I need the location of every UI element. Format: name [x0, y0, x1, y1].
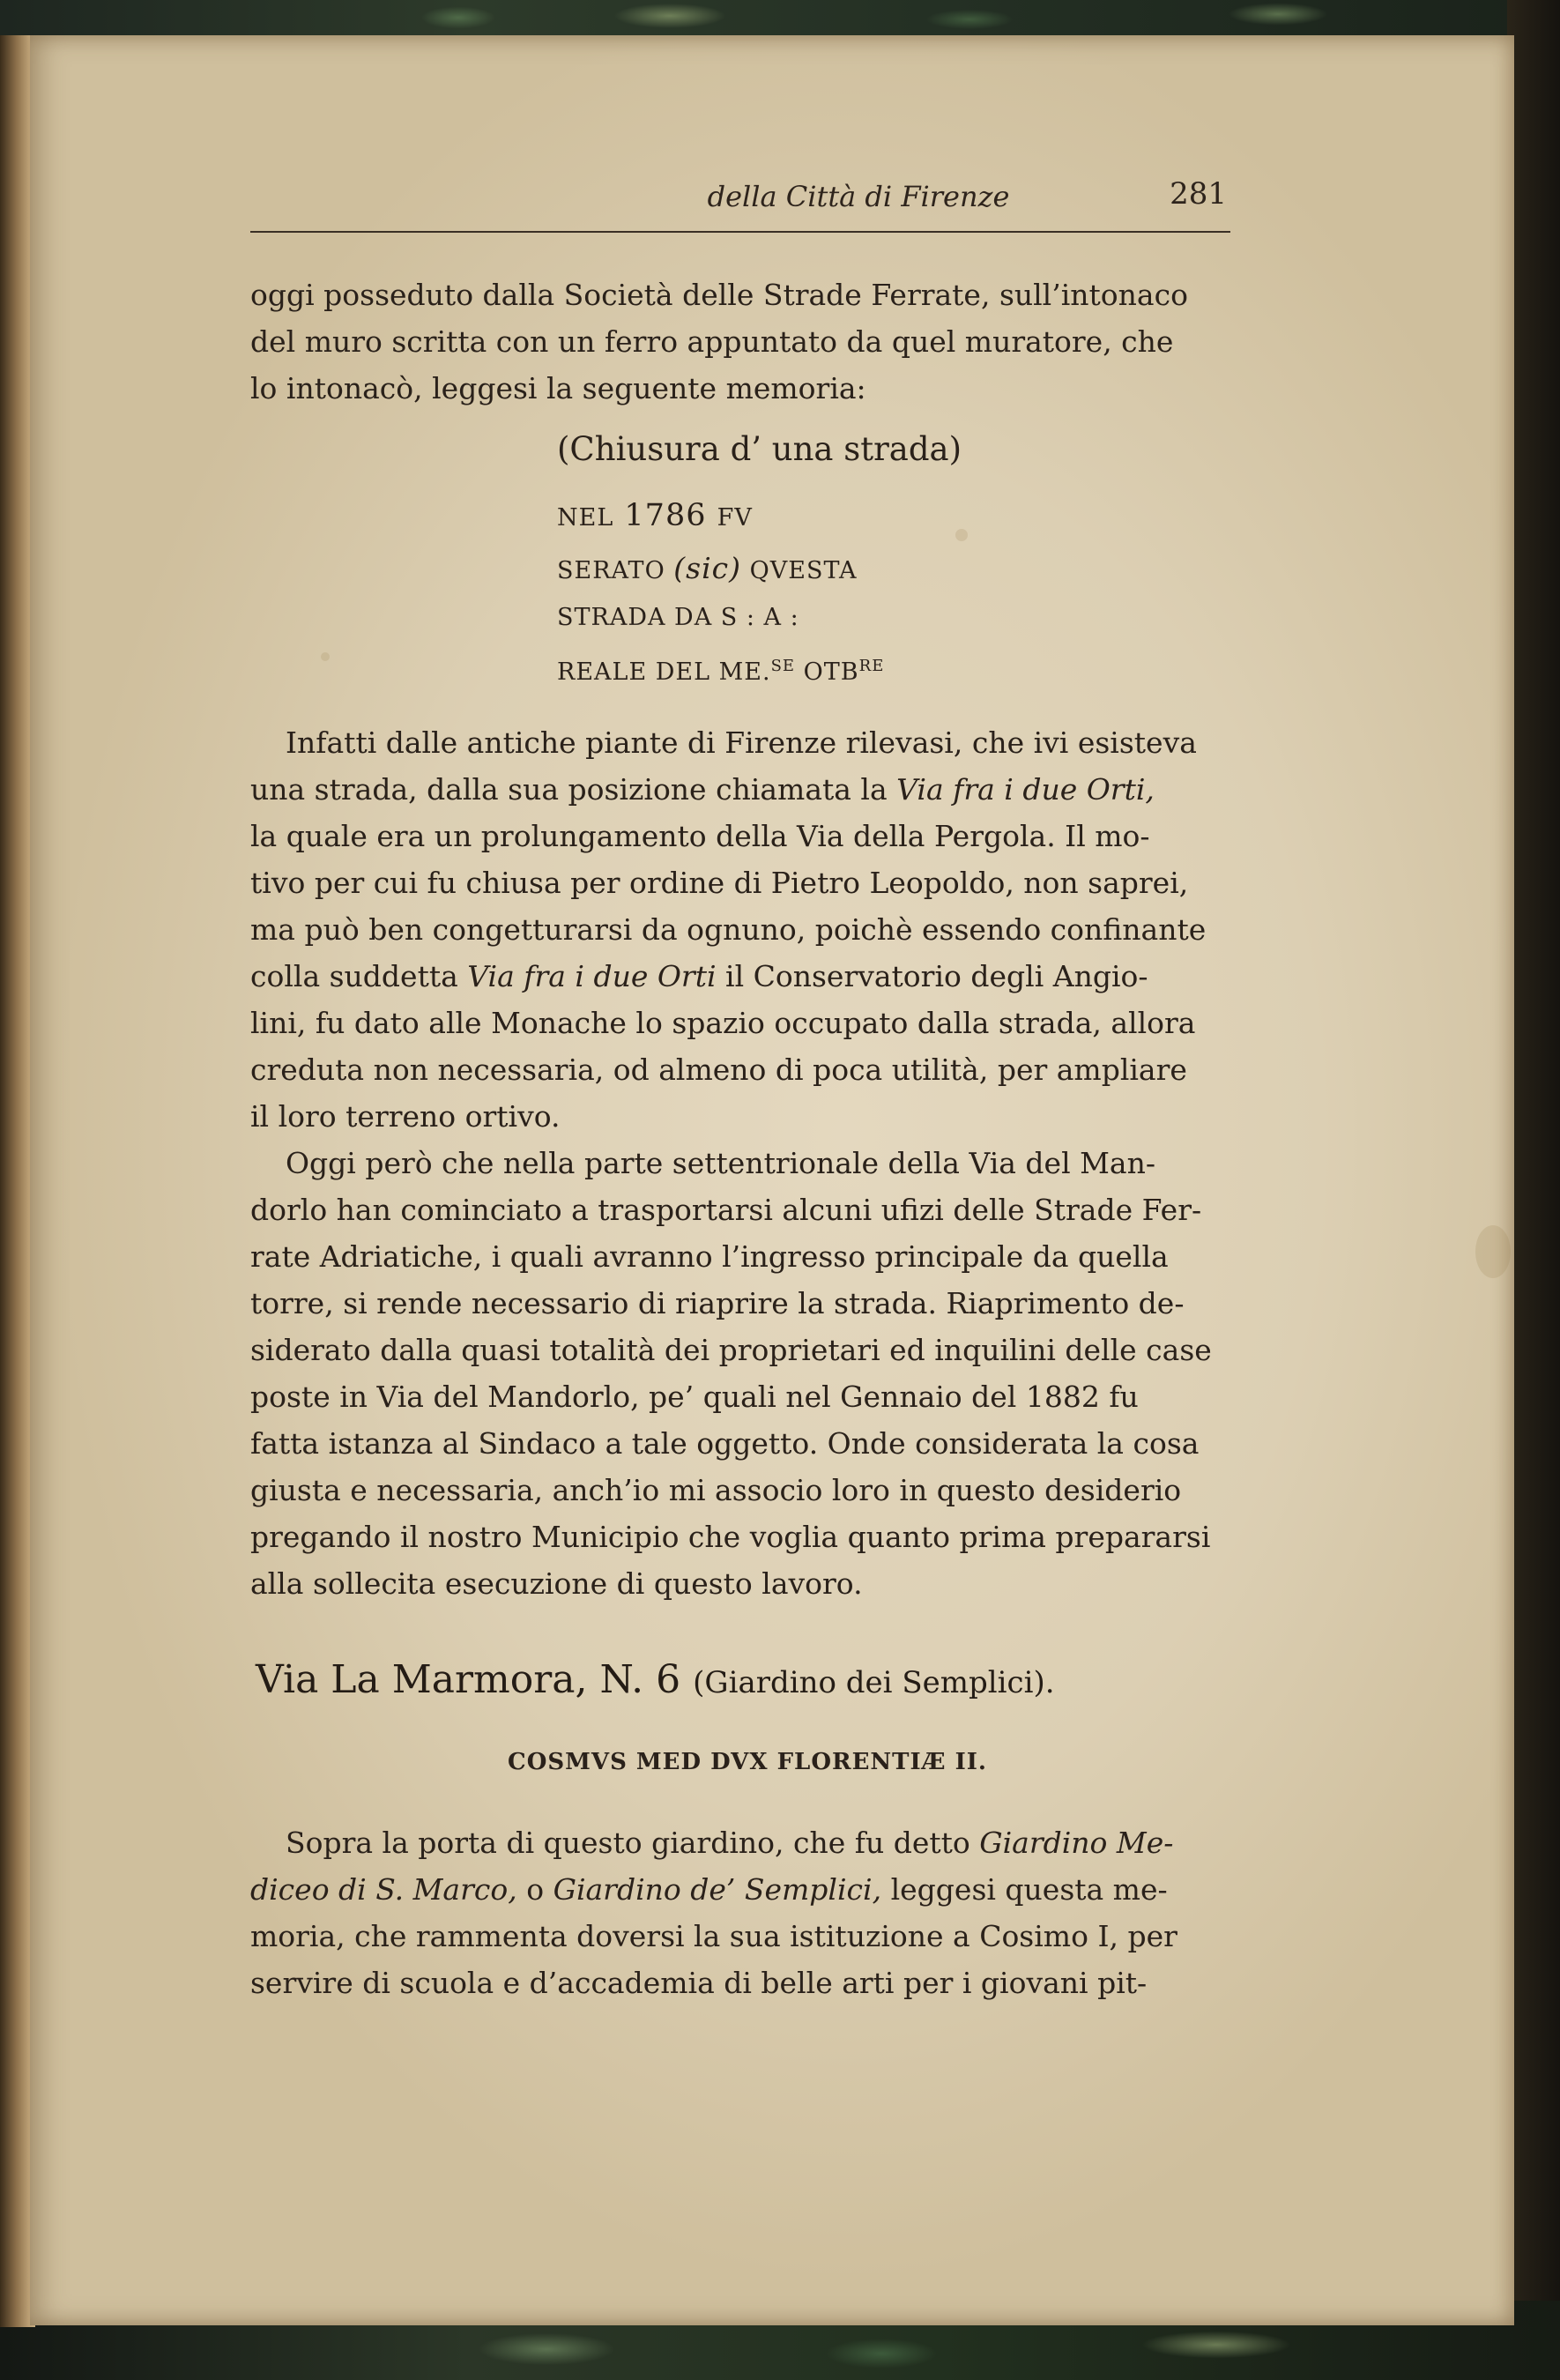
text-line: fatta istanza al Sindaco a tale oggetto. Onde considerata la cosa — [250, 1426, 1200, 1461]
text-line: la quale era un prolungamento della Via della Pergola. Il mo- — [250, 819, 1150, 853]
text-line: servire di scuola e d’accademia di belle arti per i giovani pit- — [250, 1966, 1148, 2000]
inscription-line — [557, 498, 1051, 533]
text-line: Oggi però che nella parte settentrionale della Via del Man- — [286, 1146, 1155, 1180]
section-subtitle: (Giardino dei Semplici). — [693, 1665, 1055, 1700]
italic-place-name: Via fra i due Orti, — [896, 772, 1155, 807]
inscription-superscript: SE — [770, 657, 796, 675]
text-span: colla suddetta — [250, 959, 458, 993]
paragraph-sopra — [250, 1819, 1241, 2006]
text-line: ma può ben congetturarsi da ognuno, poichè essendo confinante — [250, 912, 1207, 947]
italic-place-name: Giardino de’ Semplici, — [553, 1872, 882, 1907]
text-line: del muro scritta con un ferro appuntato da quel muratore, che — [250, 324, 1174, 359]
text-line: poste in Via del Mandorlo, pe’ quali nel Gennaio del 1882 fu — [250, 1380, 1139, 1414]
text-line: dorlo han cominciato a trasportarsi alcuni ufizi delle Strade Fer- — [250, 1193, 1202, 1227]
motto-inscription: COSMVS MED DVX FLORENTIÆ II. — [508, 1749, 987, 1775]
paragraph-infatti — [250, 719, 1241, 1140]
text-line — [250, 953, 1241, 1000]
section-title: Via La Marmora, N. 6 — [256, 1657, 681, 1702]
text-span: il Conservatorio degli Angio- — [725, 959, 1148, 993]
text-span: o — [526, 1872, 545, 1907]
text-line: oggi posseduto dalla Società delle Strade Ferrate, sull’intonaco — [250, 278, 1188, 312]
text-line: pregando il nostro Municipio che voglia quanto prima prepararsi — [250, 1520, 1211, 1554]
text-line: il loro terreno ortivo. — [250, 1099, 561, 1134]
inscription-line: STRADA DA S : A : — [557, 604, 799, 631]
running-head: della Città di Firenze — [707, 180, 1010, 213]
paragraph-continued — [250, 271, 1241, 412]
text-line: lo intonacò, leggesi la seguente memoria: — [250, 371, 866, 405]
text-line — [250, 766, 1241, 813]
text-line: moria, che rammenta doversi la sua istituzione a Cosimo I, per — [250, 1919, 1177, 1953]
paragraph-oggi — [250, 1140, 1241, 1607]
inscription-block — [557, 430, 1051, 710]
header-rule — [250, 231, 1230, 233]
book-cover-right-edge — [1507, 0, 1560, 2380]
text-line — [250, 1819, 1241, 1866]
text-span: una strada, dalla sua posizione chiamata la — [250, 772, 888, 807]
inscription-superscript: RE — [858, 657, 885, 675]
inscription-word: QVESTA — [749, 557, 858, 584]
section-heading — [256, 1657, 1243, 1702]
italic-place-name: diceo di S. Marco, — [250, 1872, 517, 1907]
text-line: torre, si rende necessario di riaprire la strada. Riaprimento de- — [250, 1286, 1185, 1320]
page-number: 281 — [1170, 176, 1227, 212]
text-line — [250, 1866, 1241, 1913]
text-line: siderato dalla quasi totalità dei proprietari ed inquilini delle case — [250, 1333, 1212, 1367]
inscription-word: REALE DEL ME. — [557, 658, 771, 686]
inscription-line — [557, 657, 1051, 686]
text-span: Sopra la porta di questo giardino, che fu detto — [286, 1826, 970, 1860]
text-line: Infatti dalle antiche piante di Firenze rilevasi, che ivi esisteva — [286, 725, 1197, 760]
inscription-word: OTB — [803, 658, 859, 686]
text-line: alla sollecita esecuzione di questo lavoro. — [250, 1566, 863, 1601]
inscription-sic: (sic) — [673, 551, 742, 585]
text-line: creduta non necessaria, od almeno di poca utilità, per ampliare — [250, 1052, 1187, 1087]
page-spot — [1475, 1225, 1511, 1278]
page-spot — [321, 652, 330, 661]
inscription-word: FV — [717, 504, 753, 532]
italic-place-name: Giardino Me- — [979, 1826, 1174, 1860]
inscription-word: SERATO — [557, 557, 665, 584]
inscription-word: NEL — [557, 504, 614, 532]
text-line: tivo per cui fu chiusa per ordine di Pietro Leopoldo, non saprei, — [250, 866, 1189, 900]
inscription-caption: (Chiusura d’ una strada) — [557, 430, 962, 468]
text-span: leggesi questa me- — [890, 1872, 1168, 1907]
text-line: giusta e necessaria, anch’io mi associo loro in questo desiderio — [250, 1473, 1182, 1507]
page-header — [250, 167, 1230, 229]
inscription-line — [557, 551, 1051, 585]
text-line: rate Adriatiche, i quali avranno l’ingresso principale da quella — [250, 1239, 1169, 1274]
text-line: lini, fu dato alle Monache lo spazio occupato dalla strada, allora — [250, 1006, 1196, 1040]
inscription-year: 1786 — [624, 498, 707, 533]
italic-place-name: Via fra i due Orti — [467, 959, 717, 993]
